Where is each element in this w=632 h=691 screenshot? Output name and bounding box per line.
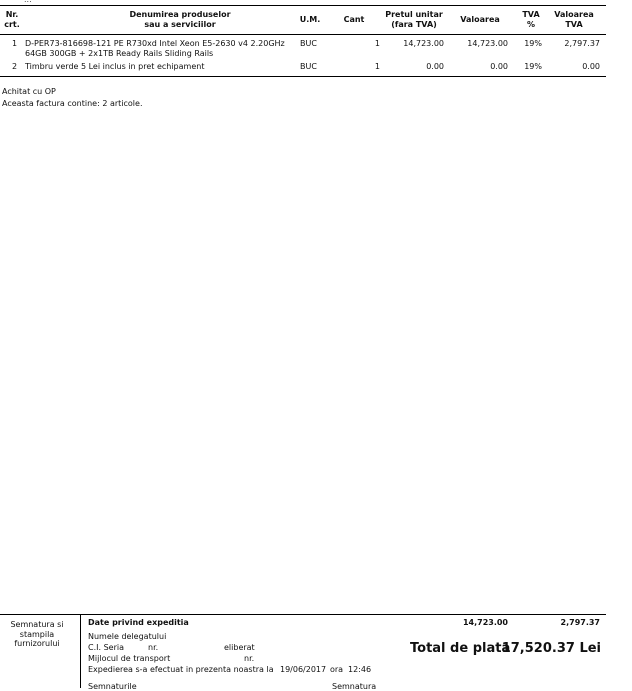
- row-unit-price: 14,723.00: [403, 39, 444, 48]
- header-value: Valoarea: [460, 15, 500, 24]
- shipping-time-label: ora: [330, 665, 344, 674]
- shipping-time: 12:46: [348, 665, 372, 674]
- header-um: U.M.: [299, 15, 321, 24]
- transport-nr-label: nr.: [244, 654, 255, 663]
- signatures-cut-label: Semnaturile: [88, 682, 137, 691]
- signature-cut-label: Semnatura: [332, 682, 377, 691]
- top-cut-text: [24, 0, 32, 4]
- row-nr: 1: [12, 39, 18, 48]
- footer-top-rule: [0, 614, 606, 615]
- row-vat-value: 0.00: [582, 62, 600, 71]
- shipping-label: Expedierea s-a efectuat in prezenta noastra la: [88, 665, 274, 674]
- footer-divider: [80, 614, 81, 688]
- payment-note: Achitat cu OP: [2, 87, 56, 96]
- table-header-rule: [0, 34, 606, 35]
- header-nr: Nr. crt.: [4, 10, 20, 29]
- row-value: 0.00: [490, 62, 508, 71]
- row-value: 14,723.00: [467, 39, 508, 48]
- article-count-note: Aceasta factura contine: 2 articole.: [2, 99, 143, 108]
- row-vat-rate: 19%: [524, 39, 542, 48]
- delegate-label: Numele delegatului: [88, 632, 167, 641]
- total-label: Total de plata: [410, 641, 511, 656]
- row-vat-rate: 19%: [524, 62, 542, 71]
- row-vat-value: 2,797.37: [564, 39, 600, 48]
- header-vat-rate: TVA %: [522, 10, 540, 29]
- expedition-title: Date privind expeditia: [88, 618, 189, 627]
- subtotal-value: 14,723.00: [462, 618, 508, 627]
- supplier-signature-label: Semnatura si stampila furnizorului: [10, 620, 64, 648]
- total-value: 17,520.37 Lei: [501, 641, 601, 656]
- shipping-date: 19/06/2017: [280, 665, 327, 674]
- row-unit-price: 0.00: [426, 62, 444, 71]
- header-vat-value: Valoarea TVA: [554, 10, 594, 29]
- row-um: BUC: [300, 39, 317, 48]
- table-top-rule: [0, 5, 606, 6]
- row-qty: 1: [374, 62, 380, 71]
- ci-series-label: C.I. Seria: [88, 643, 124, 652]
- row-product: D-PER73-816698-121 PE R730xd Intel Xeon E5-2630 v4 2.20GHz 64GB 300GB + 2x1TB Ready Rails Sliding Rails: [25, 39, 285, 58]
- header-product: Denumirea produselor sau a serviciilor: [129, 10, 231, 29]
- header-qty: Cant: [343, 15, 365, 24]
- header-unit-price: Pretul unitar (fara TVA): [385, 10, 443, 29]
- row-um: BUC: [300, 62, 317, 71]
- row-nr: 2: [12, 62, 18, 71]
- row-qty: 1: [374, 39, 380, 48]
- row-product: Timbru verde 5 Lei inclus in pret echipament: [25, 62, 205, 71]
- table-bottom-rule: [0, 76, 606, 77]
- transport-label: Mijlocul de transport: [88, 654, 171, 663]
- issued-label: eliberat: [224, 643, 255, 652]
- ci-nr-label: nr.: [148, 643, 159, 652]
- subtotal-vat: 2,797.37: [560, 618, 600, 627]
